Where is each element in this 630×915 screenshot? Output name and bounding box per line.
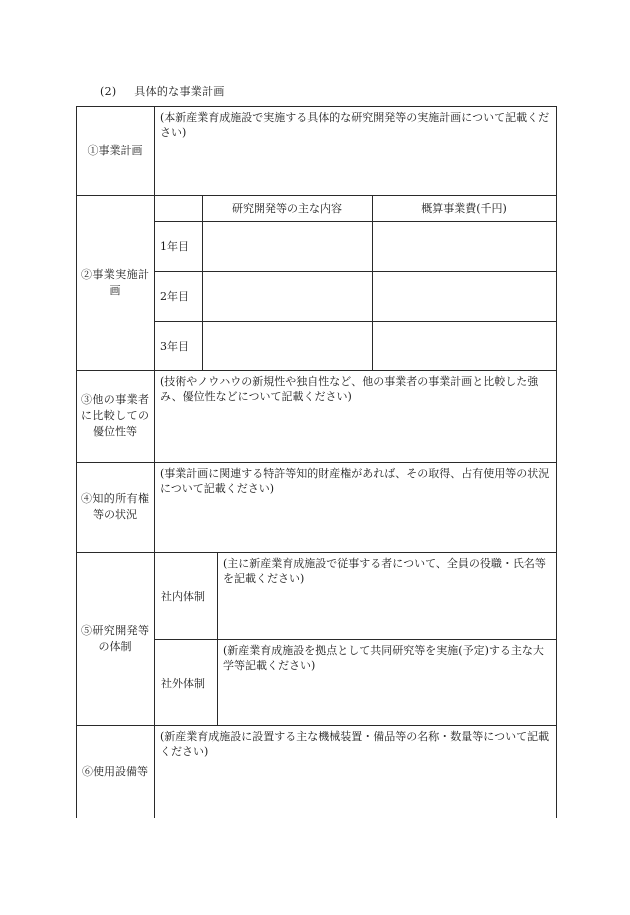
external-structure-label: 社外体制 (161, 677, 205, 690)
year-2-label: 2年目 (160, 290, 189, 303)
column-header-cost: 概算事業費(千円) (421, 202, 507, 215)
section-heading (100, 83, 225, 99)
section-number: (2) (100, 85, 117, 98)
section-title: 具体的な事業計画 (134, 85, 225, 98)
structure-label: ⑤研究開発等の体制 (81, 623, 149, 653)
plan-label: ①事業計画 (87, 143, 143, 157)
advantage-note: (技術やノウハウの新規性や独自性など、他の事業者の事業計画と比較した強み、優位性などについて記載ください) (160, 375, 539, 403)
internal-structure-label: 社内体制 (161, 590, 205, 603)
year-1-label: 1年目 (160, 240, 189, 253)
internal-structure-note: (主に新産業育成施設で従事する者について、全員の役職・氏名等を記載ください) (223, 557, 546, 585)
equipment-label: ⑥使用設備等 (82, 764, 148, 778)
ip-note: (事業計画に関連する特許等知的財産権があれば、その取得、占有使用等の状況について記載ください) (160, 467, 550, 495)
advantage-label: ③他の事業者に比較しての優位性等 (81, 393, 149, 438)
ip-label: ④知的所有権等の状況 (81, 492, 149, 521)
plan-note: (本新産業育成施設で実施する具体的な研究開発等の実施計画について記載ください) (160, 111, 550, 139)
column-header-content: 研究開発等の主な内容 (232, 202, 342, 215)
year-3-label: 3年目 (160, 340, 189, 353)
equipment-note: (新産業育成施設に設置する主な機械装置・備品等の名称・数量等について記載ください) (160, 730, 550, 758)
external-structure-note: (新産業育成施設を拠点として共同研究等を実施(予定)する主な大学等記載ください) (223, 644, 544, 672)
implementation-label: ②事業実施計画 (81, 267, 149, 297)
